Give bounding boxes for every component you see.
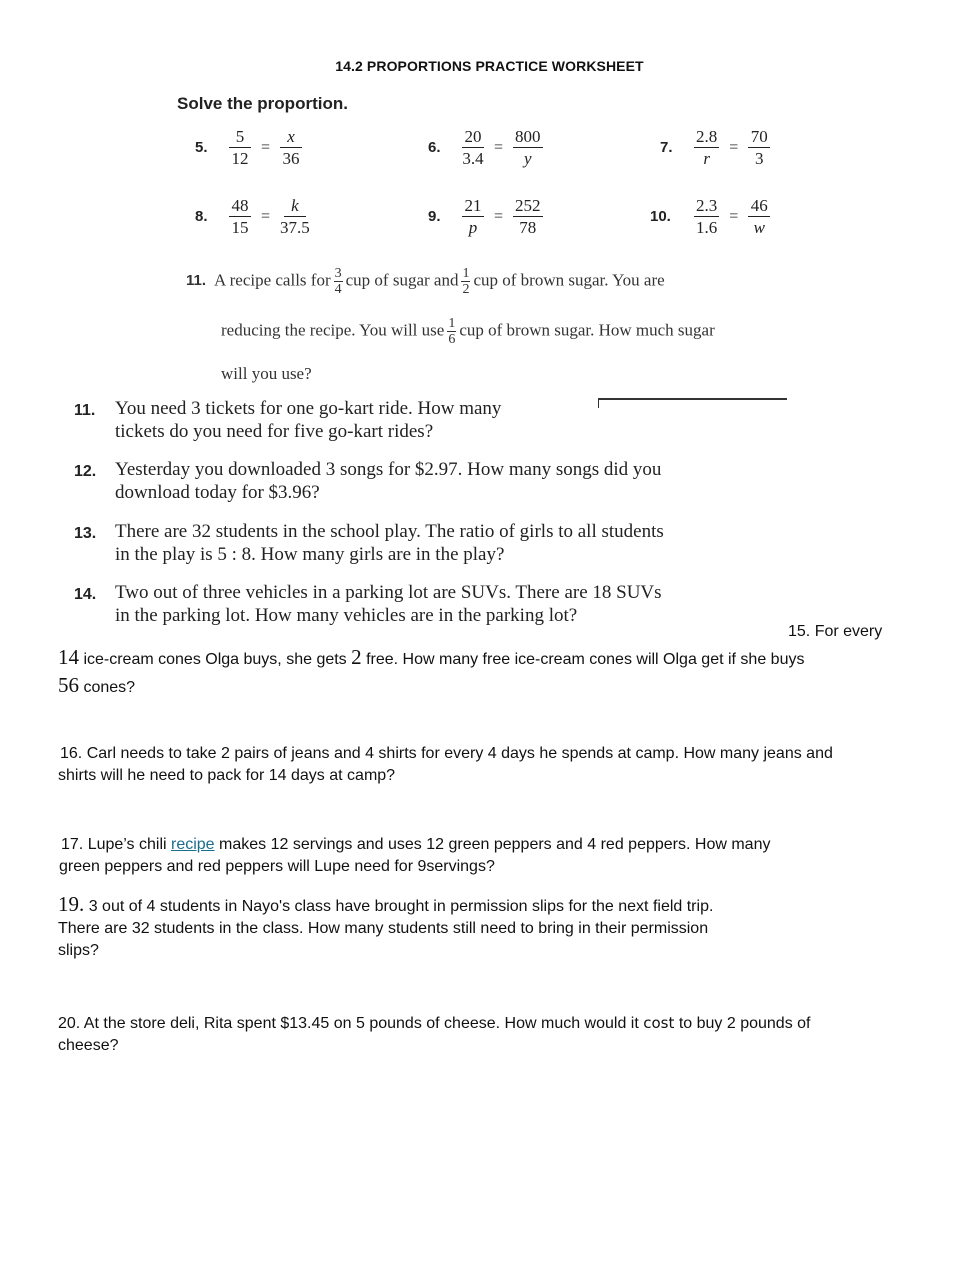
denominator: 12 bbox=[231, 149, 249, 168]
recipe-problem bbox=[186, 266, 665, 297]
q15-text-2: free. How many free ice-cream cones will Olga get if she buys bbox=[361, 651, 805, 668]
instruction-heading: Solve the proportion. bbox=[177, 94, 348, 113]
q20-line-2: cheese? bbox=[58, 1037, 119, 1054]
numerator: 2.8 bbox=[696, 127, 718, 146]
q20-line-1 bbox=[58, 1012, 958, 1035]
q15-line-1 bbox=[58, 646, 938, 671]
fraction-left bbox=[229, 127, 251, 168]
problem-number: 12. bbox=[74, 463, 97, 480]
denominator: 15 bbox=[231, 218, 249, 237]
recipe-text-1: A recipe calls for bbox=[214, 270, 331, 290]
denominator: 3.4 bbox=[462, 149, 484, 168]
line-1: Two out of three vehicles in a parking lot are SUVs. There are 18 SUVs bbox=[115, 582, 662, 603]
line-2: in the parking lot. How many vehicles are in the parking lot? bbox=[115, 605, 578, 626]
equals-sign: = bbox=[261, 138, 271, 156]
problem-number: 10. bbox=[650, 208, 671, 225]
proportion-problem-5 bbox=[195, 127, 306, 168]
recipe-text-6: will you use? bbox=[221, 364, 312, 383]
equals-sign: = bbox=[494, 138, 504, 156]
equals-sign: = bbox=[261, 207, 271, 225]
proportion-problem-8 bbox=[195, 196, 314, 237]
equals-sign: = bbox=[729, 207, 739, 225]
fraction-left bbox=[229, 196, 251, 237]
recipe-link[interactable]: recipe bbox=[171, 836, 215, 853]
q19-number: 19. bbox=[58, 892, 85, 916]
q15-text-3: cones? bbox=[79, 679, 136, 696]
denominator: y bbox=[524, 149, 532, 168]
numerator: 2.3 bbox=[696, 196, 718, 215]
denominator: 78 bbox=[519, 218, 537, 237]
fraction-left bbox=[694, 127, 719, 168]
q20-text-post: to buy 2 pounds of bbox=[674, 1015, 811, 1032]
numerator: 46 bbox=[748, 196, 770, 217]
denominator: r bbox=[703, 149, 710, 168]
numerator: 1 bbox=[448, 316, 456, 331]
fraction-left bbox=[462, 127, 484, 168]
fraction-one-half bbox=[461, 266, 470, 297]
fraction-right bbox=[513, 196, 543, 237]
fraction-left bbox=[694, 196, 719, 237]
equals-sign: = bbox=[494, 207, 504, 225]
fraction-right bbox=[748, 196, 770, 237]
proportion-problem-6 bbox=[428, 127, 547, 168]
numerator: 5 bbox=[229, 127, 251, 148]
numerator: x bbox=[280, 127, 302, 148]
q16-line-1: 16. Carl needs to take 2 pairs of jeans and 4 shirts for every 4 days he spends at camp. How many jeans and bbox=[60, 745, 833, 762]
q20-text-cost: cost bbox=[643, 1014, 675, 1032]
q15-number-2: 2 bbox=[351, 645, 362, 669]
problem-number: 14. bbox=[74, 586, 97, 603]
fraction-right bbox=[513, 127, 543, 168]
proportion-problem-10 bbox=[650, 196, 774, 237]
numerator: 1 bbox=[462, 266, 470, 281]
q17-text-post: makes 12 servings and uses 12 green peppers and 4 red peppers. How many bbox=[214, 836, 771, 853]
q16-line-2: shirts will he need to pack for 14 days at camp? bbox=[58, 767, 396, 784]
recipe-text-4: reducing the recipe. You will use bbox=[221, 320, 445, 340]
q15-text-1: ice-cream cones Olga buys, she gets bbox=[79, 651, 352, 668]
answer-line bbox=[598, 398, 787, 408]
question-16 bbox=[58, 743, 958, 787]
fraction-right bbox=[280, 127, 302, 168]
line-2: in the play is 5 : 8. How many girls are in the play? bbox=[115, 544, 505, 565]
denominator: w bbox=[753, 218, 765, 237]
q17-line-2: green peppers and red peppers will Lupe need for 9servings? bbox=[59, 858, 495, 875]
line-2: download today for $3.96? bbox=[115, 482, 320, 503]
problem-text bbox=[115, 520, 805, 566]
recipe-text-3: cup of brown sugar. You are bbox=[473, 270, 665, 290]
q15-number-14: 14 bbox=[58, 645, 79, 669]
line-2: tickets do you need for five go-kart rides? bbox=[115, 421, 434, 442]
q20-text-pre: 20. At the store deli, Rita spent $13.45 on 5 pounds of cheese. How much would it bbox=[58, 1015, 644, 1032]
proportion-problem-9 bbox=[428, 196, 547, 237]
denominator: 36 bbox=[282, 149, 300, 168]
word-problem-12 bbox=[0, 458, 979, 508]
denominator: 1.6 bbox=[696, 218, 718, 237]
numerator: 800 bbox=[515, 127, 541, 146]
numerator: 252 bbox=[515, 196, 541, 215]
problem-number: 8. bbox=[195, 208, 208, 225]
numerator: 20 bbox=[462, 127, 484, 148]
q19-line-1 bbox=[58, 893, 938, 918]
q17-text-pre: 17. Lupe’s chili bbox=[61, 836, 171, 853]
q19-line-2: There are 32 students in the class. How many students still need to bring in their permission bbox=[58, 920, 709, 937]
question-19 bbox=[58, 893, 938, 962]
line-1: There are 32 students in the school play. The ratio of girls to all students bbox=[115, 521, 664, 542]
q19-line-3: slips? bbox=[58, 942, 99, 959]
denominator: 37.5 bbox=[280, 218, 310, 237]
problem-number: 11. bbox=[186, 272, 207, 290]
numerator: 48 bbox=[229, 196, 251, 217]
q17-line-1 bbox=[61, 834, 939, 856]
question-17 bbox=[59, 834, 939, 878]
fraction-left bbox=[462, 196, 484, 237]
word-problem-11 bbox=[0, 397, 979, 447]
recipe-text-5: cup of brown sugar. How much sugar bbox=[459, 320, 715, 340]
problem-number: 13. bbox=[74, 525, 97, 542]
numerator: 3 bbox=[334, 266, 342, 281]
problem-number: 5. bbox=[195, 139, 208, 156]
equals-sign: = bbox=[729, 138, 739, 156]
numerator: 21 bbox=[462, 196, 484, 217]
denominator: 3 bbox=[755, 149, 764, 168]
recipe-text-2: cup of sugar and bbox=[345, 270, 459, 290]
word-problem-13 bbox=[0, 520, 979, 570]
q15-line-2 bbox=[58, 674, 135, 699]
problem-number: 11. bbox=[74, 402, 96, 419]
question-20 bbox=[58, 1012, 958, 1057]
problem-text bbox=[115, 458, 805, 504]
problem-number: 6. bbox=[428, 139, 441, 156]
q19-text-1: 3 out of 4 students in Nayo's class have brought in permission slips for the next field trip. bbox=[84, 898, 714, 915]
numerator: 70 bbox=[748, 127, 770, 148]
line-1: You need 3 tickets for one go-kart ride. How many bbox=[115, 398, 502, 419]
fraction-one-sixth bbox=[447, 316, 456, 347]
q15-number-56: 56 bbox=[58, 673, 79, 697]
denominator: 2 bbox=[462, 282, 470, 297]
fraction-right bbox=[748, 127, 770, 168]
recipe-problem-line-2 bbox=[221, 316, 715, 347]
line-1: Yesterday you downloaded 3 songs for $2.97. How many songs did you bbox=[115, 459, 662, 480]
denominator: 6 bbox=[448, 332, 456, 347]
denominator: p bbox=[468, 218, 478, 237]
worksheet-title: 14.2 PROPORTIONS PRACTICE WORKSHEET bbox=[335, 58, 644, 74]
proportion-problem-7 bbox=[660, 127, 774, 168]
problem-number: 9. bbox=[428, 208, 441, 225]
denominator: 4 bbox=[334, 282, 342, 297]
fraction-three-fourths bbox=[334, 266, 343, 297]
problem-text bbox=[115, 581, 805, 627]
problem-number: 7. bbox=[660, 139, 673, 156]
fraction-right bbox=[280, 196, 310, 237]
numerator: k bbox=[284, 196, 306, 217]
q15-lead: 15. For every bbox=[788, 623, 883, 640]
